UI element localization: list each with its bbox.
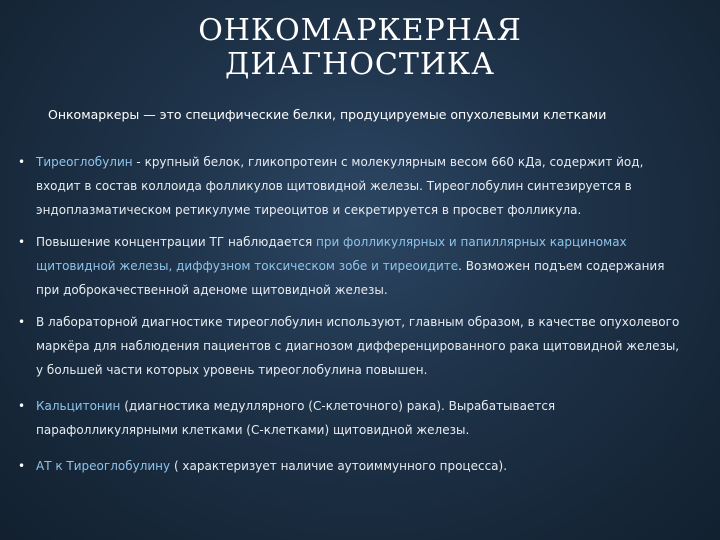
bullet-icon: •	[18, 235, 26, 249]
bullet-icon: •	[18, 459, 26, 473]
bullet-item-concentration	[16, 230, 684, 302]
bullet-text: В лабораторной диагностике тиреоглобулин используют, главным образом, в качестве опухолевого маркёра для наблюдения пациентов с диагнозом дифференцированного рака щитовидной железы, у большей части которых уровень тиреоглобулина повышен.	[36, 315, 680, 377]
bullet-icon: •	[18, 315, 26, 329]
bullet-item-antibodies	[16, 454, 684, 478]
intro-text: Онкомаркеры — это специфические белки, продуцируемые опухолевыми клетками	[48, 107, 607, 122]
bullet-item-thyroglobulin	[16, 150, 684, 222]
bullet-item-lab-diagnostics	[16, 310, 684, 382]
title-line-2: ДИАГНОСТИКА	[225, 47, 495, 82]
bullet-text: (диагностика медуллярного (С-клеточного) рака). Вырабатывается парафолликулярными клетками (С-клетками) щитовидной железы.	[36, 399, 556, 437]
bullet-item-calcitonin	[16, 394, 684, 442]
bullet-icon: •	[18, 399, 26, 413]
bullet-list	[16, 150, 684, 486]
bullet-text-after: . Возможен подъем содержания при доброкачественной аденоме щитовидной железы.	[36, 259, 665, 297]
slide-title	[0, 14, 720, 82]
bullet-text: ( характеризует наличие аутоиммунного процесса).	[170, 459, 508, 473]
bullet-highlight: Тиреоглобулин	[36, 155, 133, 169]
bullet-icon: •	[18, 155, 26, 169]
bullet-text-before: Повышение концентрации ТГ наблюдается	[36, 235, 316, 249]
bullet-highlight: Кальцитонин	[36, 399, 121, 413]
bullet-highlight: при фолликулярных и папиллярных карциномах щитовидной железы, диффузном токсическом зобе и тиреоидите	[36, 235, 627, 273]
bullet-highlight: АТ к Тиреоглобулину	[36, 459, 171, 473]
bullet-text: - крупный белок, гликопротеин с молекулярным весом 660 кДа, содержит йод, входит в состав коллоида фолликулов щитовидной железы. Тиреоглобулин синтезируется в эндоплазматическом ретикулуме тиреоцитов и секретируется в просвет фолликула.	[36, 155, 644, 217]
title-line-1: ОНКОМАРКЕРНАЯ	[198, 13, 522, 48]
